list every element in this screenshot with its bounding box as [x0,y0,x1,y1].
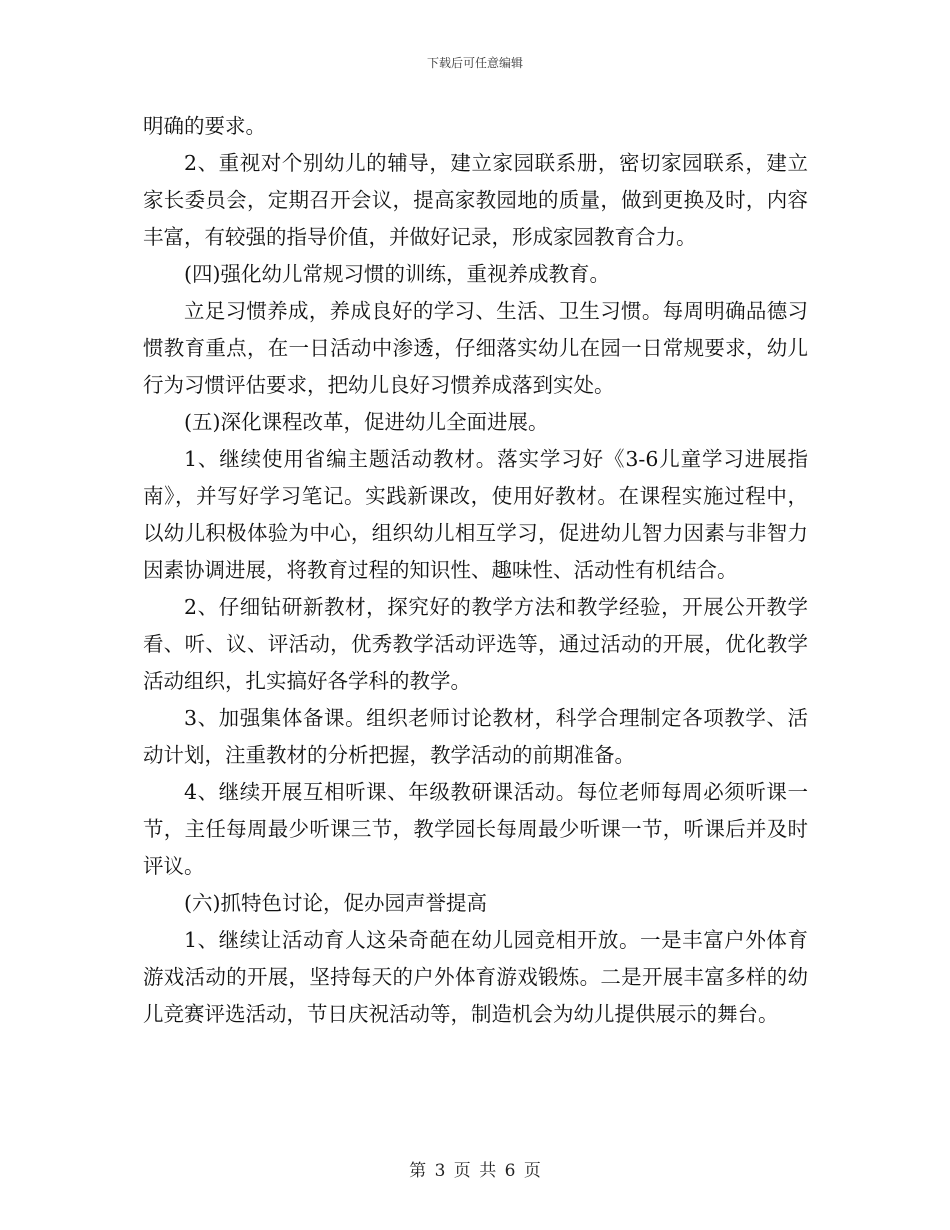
paragraph: 立足习惯养成，养成良好的学习、生活、卫生习惯。每周明确品德习惯教育重点，在一日活动中渗透，仔细落实幼儿在园一日常规要求，幼儿行为习惯评估要求，把幼儿良好习惯养成落到实处。 [143,299,808,397]
paragraph: 1、继续让活动育人这朵奇葩在幼儿园竞相开放。一是丰富户外体育游戏活动的开展，坚持每天的户外体育游戏锻炼。二是开展丰富多样的幼儿竞赛评选活动，节日庆祝活动等，制造机会为幼儿提供展示的舞台。 [143,928,808,1026]
paragraph: 1、继续使用省编主题活动教材。落实学习好《3-6儿童学习进展指南》，并写好学习笔记。实践新课改，使用好教材。在课程实施过程中，以幼儿积极体验为中心，组织幼儿相互学习，促进幼儿智力因素与非智力因素协调进展，将教育过程的知识性、趣味性、活动性有机结合。 [143,447,808,582]
document-body [143,108,808,1033]
paragraph: 3、加强集体备课。组织老师讨论教材，科学合理制定各项教学、活动计划，注重教材的分析把握，教学活动的前期准备。 [143,706,808,767]
section-heading: (五)深化课程改革，促进幼儿全面进展。 [184,410,549,434]
section-heading: (六)抓特色讨论，促办园声誉提高 [184,891,487,915]
paragraph: 2、重视对个别幼儿的辅导，建立家园联系册，密切家园联系，建立家长委员会，定期召开会议，提高家教园地的质量，做到更换及时，内容丰富，有较强的指导价值，并做好记录，形成家园教育合力。 [143,151,808,249]
page-footer: 第 3 页 共 6 页 [409,1161,541,1181]
paragraph: 4、继续开展互相听课、年级教研课活动。每位老师每周必须听课一节，主任每周最少听课三节，教学园长每周最少听课一节，听课后并及时评议。 [143,780,808,878]
section-heading: (四)强化幼儿常规习惯的训练，重视养成教育。 [184,262,610,286]
paragraph: 2、仔细钻研新教材，探究好的教学方法和教学经验，开展公开教学看、听、议、评活动，优秀教学活动评选等，通过活动的开展，优化教学活动组织，扎实搞好各学科的教学。 [143,595,808,693]
page-header: 下载后可任意编辑 [426,56,523,70]
paragraph: 明确的要求。 [143,114,266,138]
